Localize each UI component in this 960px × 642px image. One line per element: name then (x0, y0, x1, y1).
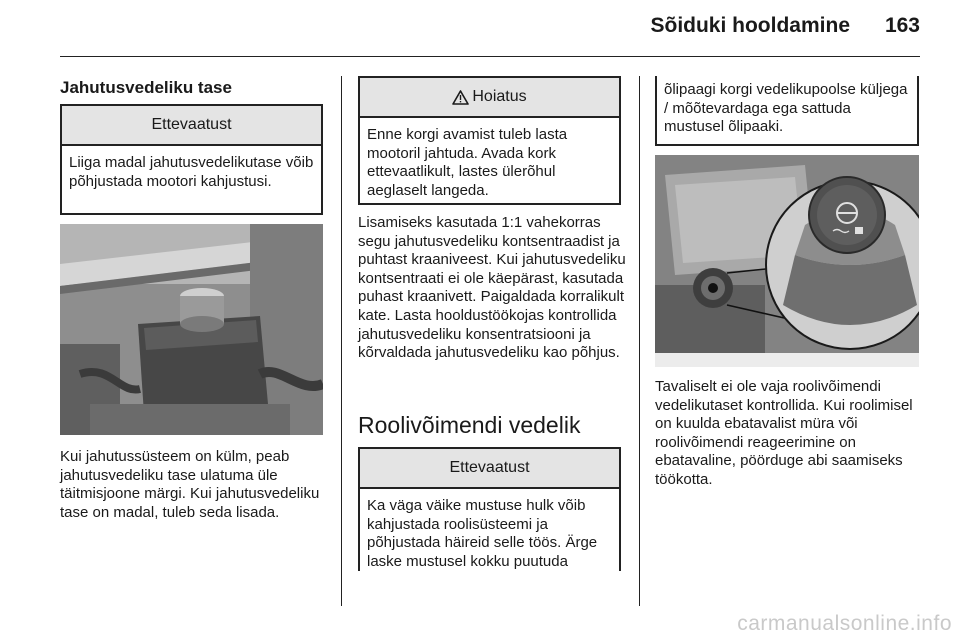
column-divider-right (639, 76, 640, 606)
caution-box-title: Ettevaatust (360, 449, 619, 489)
section-heading-power-steering-fluid: Roolivõimendi vedelik (358, 412, 581, 438)
footer-watermark: carmanualsonline.info (737, 612, 952, 635)
caution-box-continued (655, 76, 919, 146)
power-steering-paragraph: Tavaliselt ei ole vaja roolivõimendi vedelikutaset kontrollida. Kui roolimisel on kuulda ebatavalist müra või roolivõimendi reageerimine on ebatavaline, pöörduge abi saamiseks töökotta. (655, 378, 913, 488)
header-divider (60, 56, 920, 57)
warning-box-header (360, 78, 619, 118)
coolant-reservoir-illustration (60, 224, 323, 435)
column-divider-left (341, 76, 342, 606)
caution-box-title: Ettevaatust (62, 106, 321, 146)
caution-box-power-steering (358, 447, 621, 571)
warning-box-title: Hoiatus (472, 88, 527, 105)
page-header-title: Sõiduki hooldamine (650, 14, 850, 37)
caution-box-text: Liiga madal jahutusvedelikutase võib põhjustada mootori kahjustusi. (69, 154, 314, 190)
power-steering-reservoir-illustration (655, 155, 919, 367)
section-heading-coolant-level: Jahutusvedeliku tase (60, 78, 232, 97)
caution-box-text: Ka väga väike mustuse hulk võib kahjustada roolisüsteemi ja põhjustada häireid selle töös. Ärge laske mustusel kokku puutuda (367, 497, 598, 570)
warning-triangle-icon (452, 90, 469, 105)
coolant-level-paragraph: Kui jahutussüsteem on külm, peab jahutusvedeliku tase ulatuma üle täitmisjoone märgi. Kui jahutusvedeliku tase on madal, tuleb seda lisada. (60, 448, 320, 521)
coolant-reservoir-photo (60, 224, 323, 435)
caution-box-continued-text: õlipaagi korgi vedelikupoolse küljega / mõõtevardaga ega sattuda mustusel õlipaaki. (664, 81, 908, 136)
warning-box-coolant-cap (358, 76, 621, 205)
page-number: 163 (884, 14, 920, 37)
power-steering-reservoir-photo (655, 155, 919, 367)
caution-box-coolant (60, 104, 323, 215)
warning-box-text: Enne korgi avamist tuleb lasta mootoril jahtuda. Avada kork ettevaatlikult, lastes ülerõhul aeglaselt langeda. (367, 126, 568, 199)
coolant-mixing-paragraph: Lisamiseks kasutada 1:1 vahekorras segu jahutusvedeliku kontsentraadist ja puhtast kraaniveest. Kui jahutusvedeliku kontsentraati ei ole käepärast, kasutada puhast kraanivett. Paigaldada korralikult kate. Lasta hooldustöökojas kontrollida jahutusvedeliku konsentratsiooni ja kõrvaldada jahutusvedeliku kao põhjus. (358, 214, 626, 362)
